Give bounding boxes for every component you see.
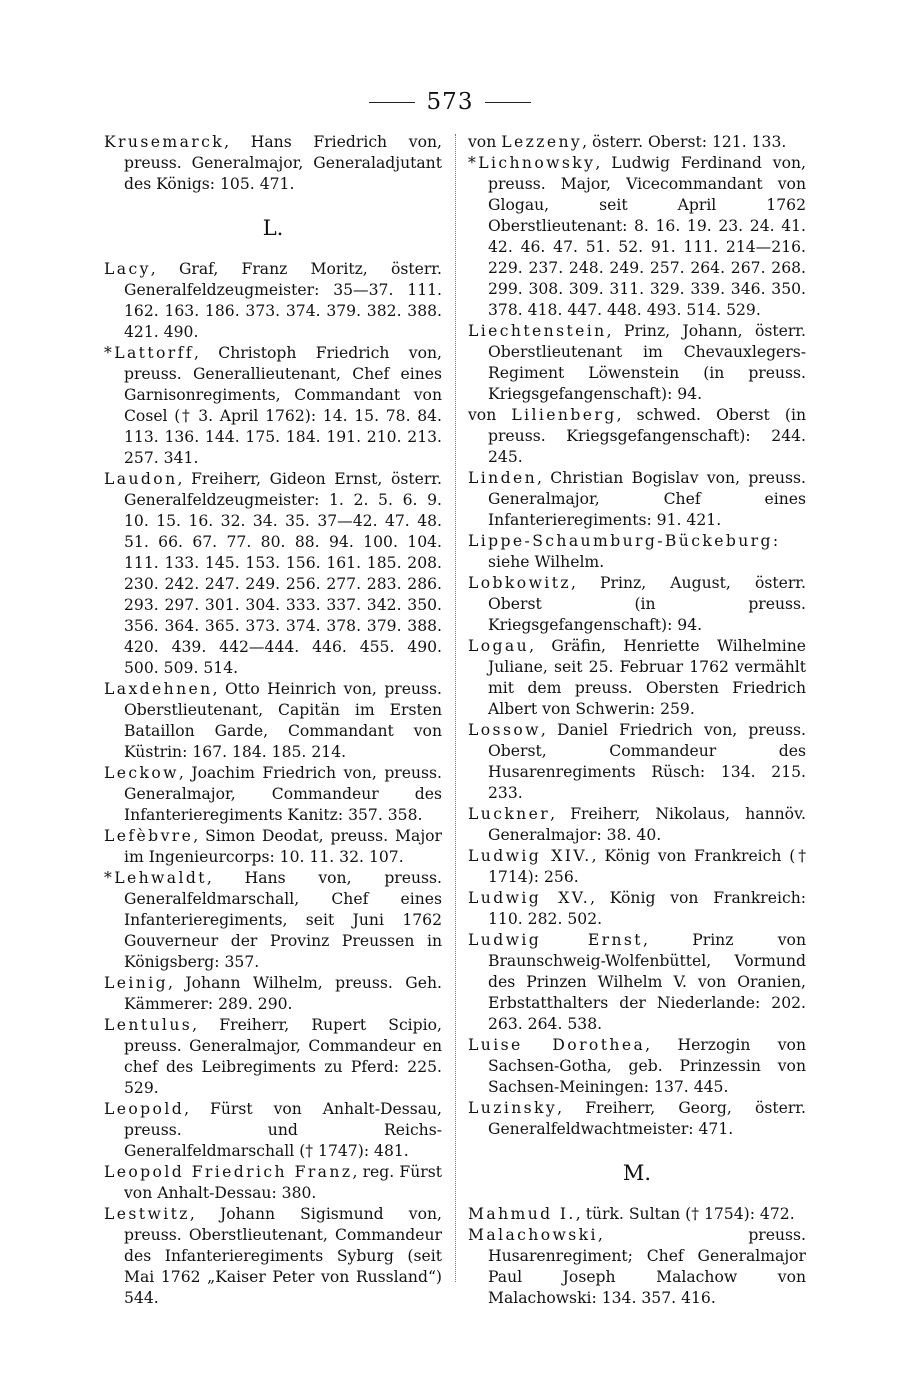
entry-text: , Gräfin, Henriette Wilhelmine Juliane, seit 25. Februar 1762 vermählt mit dem preuss. Obersten Friedrich Albert von Schwerin: 259.	[488, 637, 806, 718]
entry-text: , Prinz von Braunschweig-Wolfenbüttel, Vormund des Prinzen Wilhelm V. von Oranien, Erbstatthalters der Niederlande: 202. 263. 264. 538.	[488, 931, 806, 1033]
index-entry	[468, 153, 806, 321]
entry-text: , türk. Sultan († 1754): 472.	[575, 1205, 795, 1223]
headword: Lilienberg	[511, 406, 617, 424]
column-divider	[455, 134, 456, 1282]
headword: Laudon	[104, 470, 178, 488]
entry-text: , Simon Deodat, preuss. Major im Ingenieurcorps: 10. 11. 32. 107.	[124, 827, 442, 866]
entry-text: , Johann Wilhelm, preuss. Geh. Kämmerer: 289. 290.	[124, 974, 442, 1013]
index-entry	[468, 804, 806, 846]
index-entry	[468, 930, 806, 1035]
entry-prefix: von	[468, 406, 512, 424]
entry-text: , Graf, Franz Moritz, österr. Generalfeldzeugmeister: 35—37. 111. 162. 163. 186. 373. 374. 379. 382. 388. 421. 490.	[124, 260, 442, 341]
headword: Luckner	[468, 805, 551, 823]
headword: Lacy	[104, 260, 151, 278]
entry-text: , Hans Friedrich von, preuss. Generalmajor, Generaladjutant des Königs: 105. 471.	[124, 133, 442, 193]
entry-text: , Freiherr, Rupert Scipio, preuss. Generalmajor, Commandeur en chef des Leibregiments zu Pferd: 225. 529.	[124, 1016, 442, 1097]
headword: Lobkowitz	[468, 574, 571, 592]
index-entry	[104, 1015, 442, 1099]
headword: Ludwig XV.	[468, 889, 591, 907]
index-entry	[104, 259, 442, 343]
entry-text: , Freiherr, Nikolaus, hannöv. Generalmajor: 38. 40.	[488, 805, 806, 844]
entry-text: , Hans von, preuss. Generalfeldmarschall, Chef eines Infanterieregiments, seit Juni 1762 Gouverneur der Provinz Preussen in Königsberg: 357.	[124, 869, 442, 971]
entry-text: , schwed. Oberst (in preuss. Kriegsgefangenschaft): 244. 245.	[488, 406, 807, 466]
index-entry	[104, 343, 442, 469]
headword: Luzinsky	[468, 1099, 558, 1117]
entry-text: , Ludwig Ferdinand von, preuss. Major, Vicecommandant von Glogau, seit April 1762 Oberstlieutenant: 8. 16. 19. 23. 24. 41. 42. 46. 47. 51. 52. 91. 111. 214—216. 229. 237. 248. 249. 257. 264. 267. 268. 299. 308. 309. 311. 329. 339. 346. 350. 378. 418. 447. 448. 493. 514. 529.	[488, 154, 806, 319]
index-entry	[104, 132, 442, 195]
index-entry	[468, 720, 806, 804]
left-column	[104, 132, 442, 1309]
index-entry	[468, 846, 806, 888]
entry-text: , Prinz, Johann, österr. Oberstlieutenant im Chevauxlegers-Regiment Löwenstein (in preuss. Kriegsgefangenschaft): 94.	[488, 322, 806, 403]
headword: Lentulus	[104, 1016, 193, 1034]
entry-text: , Johann Sigismund von, preuss. Oberstlieutenant, Commandeur des Infanterieregiments Syburg (seit Mai 1762 „Kaiser Peter von Russland“) 544.	[124, 1205, 442, 1307]
headword: Lefèbvre	[104, 827, 194, 845]
entry-text: , Fürst von Anhalt-Dessau, preuss. und Reichs-Generalfeldmarschall († 1747): 481.	[124, 1100, 442, 1160]
index-entry	[104, 679, 442, 763]
index-entry	[104, 1204, 442, 1309]
headword: Luise Dorothea	[468, 1036, 646, 1054]
section-letter-l: L.	[262, 216, 284, 240]
headword: Liechtenstein	[468, 322, 607, 340]
header-rule-left	[369, 102, 415, 103]
headword: Lossow	[468, 721, 541, 739]
page-number: 573	[426, 89, 474, 115]
entry-text: , Christian Bogislav von, preuss. Generalmajor, Chef eines Infanterieregiments: 91. 421.	[488, 469, 806, 529]
entry-prefix: von	[468, 133, 502, 151]
entry-text: , reg. Fürst von Anhalt-Dessau: 380.	[124, 1163, 442, 1202]
entry-text: , Freiherr, Gideon Ernst, österr. Generalfeldzeugmeister: 1. 2. 5. 6. 9. 10. 15. 16. 32. 34. 35. 37—42. 47. 48. 51. 66. 67. 77. 80. 88. 94. 100. 104. 111. 133. 145. 153. 156. 161. 185. 208. 230. 242. 247. 249. 256. 277. 283. 286. 293. 297. 301. 304. 333. 337. 342. 350. 356. 364. 365. 373. 374. 378. 379. 388. 420. 439. 442—444. 446. 455. 490. 500. 509. 514.	[124, 470, 442, 677]
entry-text: , König von Frankreich († 1714): 256.	[488, 847, 807, 886]
index-entry	[468, 1225, 806, 1309]
headword: *Lichnowsky	[468, 154, 596, 172]
index-entry	[104, 469, 442, 679]
index-entry	[468, 468, 806, 531]
right-column	[468, 132, 806, 1309]
entry-text: , Herzogin von Sachsen-Gotha, geb. Prinzessin von Sachsen-Meiningen: 137. 445.	[488, 1036, 806, 1096]
headword: *Lehwaldt	[104, 869, 207, 887]
entry-text: , Daniel Friedrich von, preuss. Oberst, Commandeur des Husarenregiments Rüsch: 134. 215. 233.	[488, 721, 806, 802]
headword: Krusemarck	[104, 133, 225, 151]
index-entry	[468, 573, 806, 636]
index-entry	[468, 405, 806, 468]
entry-text: , preuss. Husarenregiment; Chef Generalmajor Paul Joseph Malachow von Malachowski: 134. 357. 416.	[488, 1226, 806, 1307]
entry-text: , Otto Heinrich von, preuss. Oberstlieutenant, Capitän im Ersten Bataillon Garde, Commandant von Küstrin: 167. 184. 185. 214.	[124, 680, 442, 761]
entry-text: : siehe Wilhelm.	[488, 532, 779, 571]
section-letter-m: M.	[622, 1161, 652, 1185]
headword: *Lattorff	[104, 344, 194, 362]
index-entry	[104, 868, 442, 973]
index-entry	[468, 888, 806, 930]
headword: Ludwig XIV.	[468, 847, 592, 865]
index-entry	[468, 1204, 806, 1225]
headword: Leinig	[104, 974, 168, 992]
headword: Leckow	[104, 764, 179, 782]
index-entry	[468, 531, 806, 573]
headword: Linden	[468, 469, 538, 487]
headword: Mahmud I.	[468, 1205, 576, 1223]
index-entry	[468, 1098, 806, 1140]
index-entry	[104, 1099, 442, 1162]
headword: Leopold Friedrich Franz	[104, 1163, 353, 1181]
index-entry	[468, 321, 806, 405]
index-entry	[468, 1035, 806, 1098]
headword: Malachowski	[468, 1226, 598, 1244]
page-header	[0, 86, 900, 118]
entry-text: , österr. Oberst: 121. 133.	[582, 133, 787, 151]
index-entry	[468, 636, 806, 720]
entry-text: , Prinz, August, österr. Oberst (in preuss. Kriegsgefangenschaft): 94.	[488, 574, 806, 634]
headword: Lestwitz	[104, 1205, 190, 1223]
headword: Lippe-Schaumburg-Bückeburg	[468, 532, 773, 550]
headword: Laxdehnen	[104, 680, 213, 698]
index-entry	[468, 132, 806, 153]
headword: Lezzeny	[501, 133, 583, 151]
index-entry	[104, 1162, 442, 1204]
header-rule-right	[485, 102, 531, 103]
index-entry	[104, 973, 442, 1015]
headword: Ludwig Ernst	[468, 931, 643, 949]
headword: Logau	[468, 637, 530, 655]
headword: Leopold	[104, 1100, 185, 1118]
index-entry	[104, 826, 442, 868]
index-entry	[104, 763, 442, 826]
entry-text: , Joachim Friedrich von, preuss. Generalmajor, Commandeur des Infanterieregiments Kanitz: 357. 358.	[124, 764, 442, 824]
entry-text: , Freiherr, Georg, österr. Generalfeldwachtmeister: 471.	[488, 1099, 806, 1138]
entry-text: , König von Frankreich: 110. 282. 502.	[488, 889, 807, 928]
entry-text: , Christoph Friedrich von, preuss. Generallieutenant, Chef eines Garnisonregiments, Commandant von Cosel († 3. April 1762): 14. 15. 78. 84. 113. 136. 144. 175. 184. 191. 210. 213. 257. 341.	[124, 344, 442, 467]
